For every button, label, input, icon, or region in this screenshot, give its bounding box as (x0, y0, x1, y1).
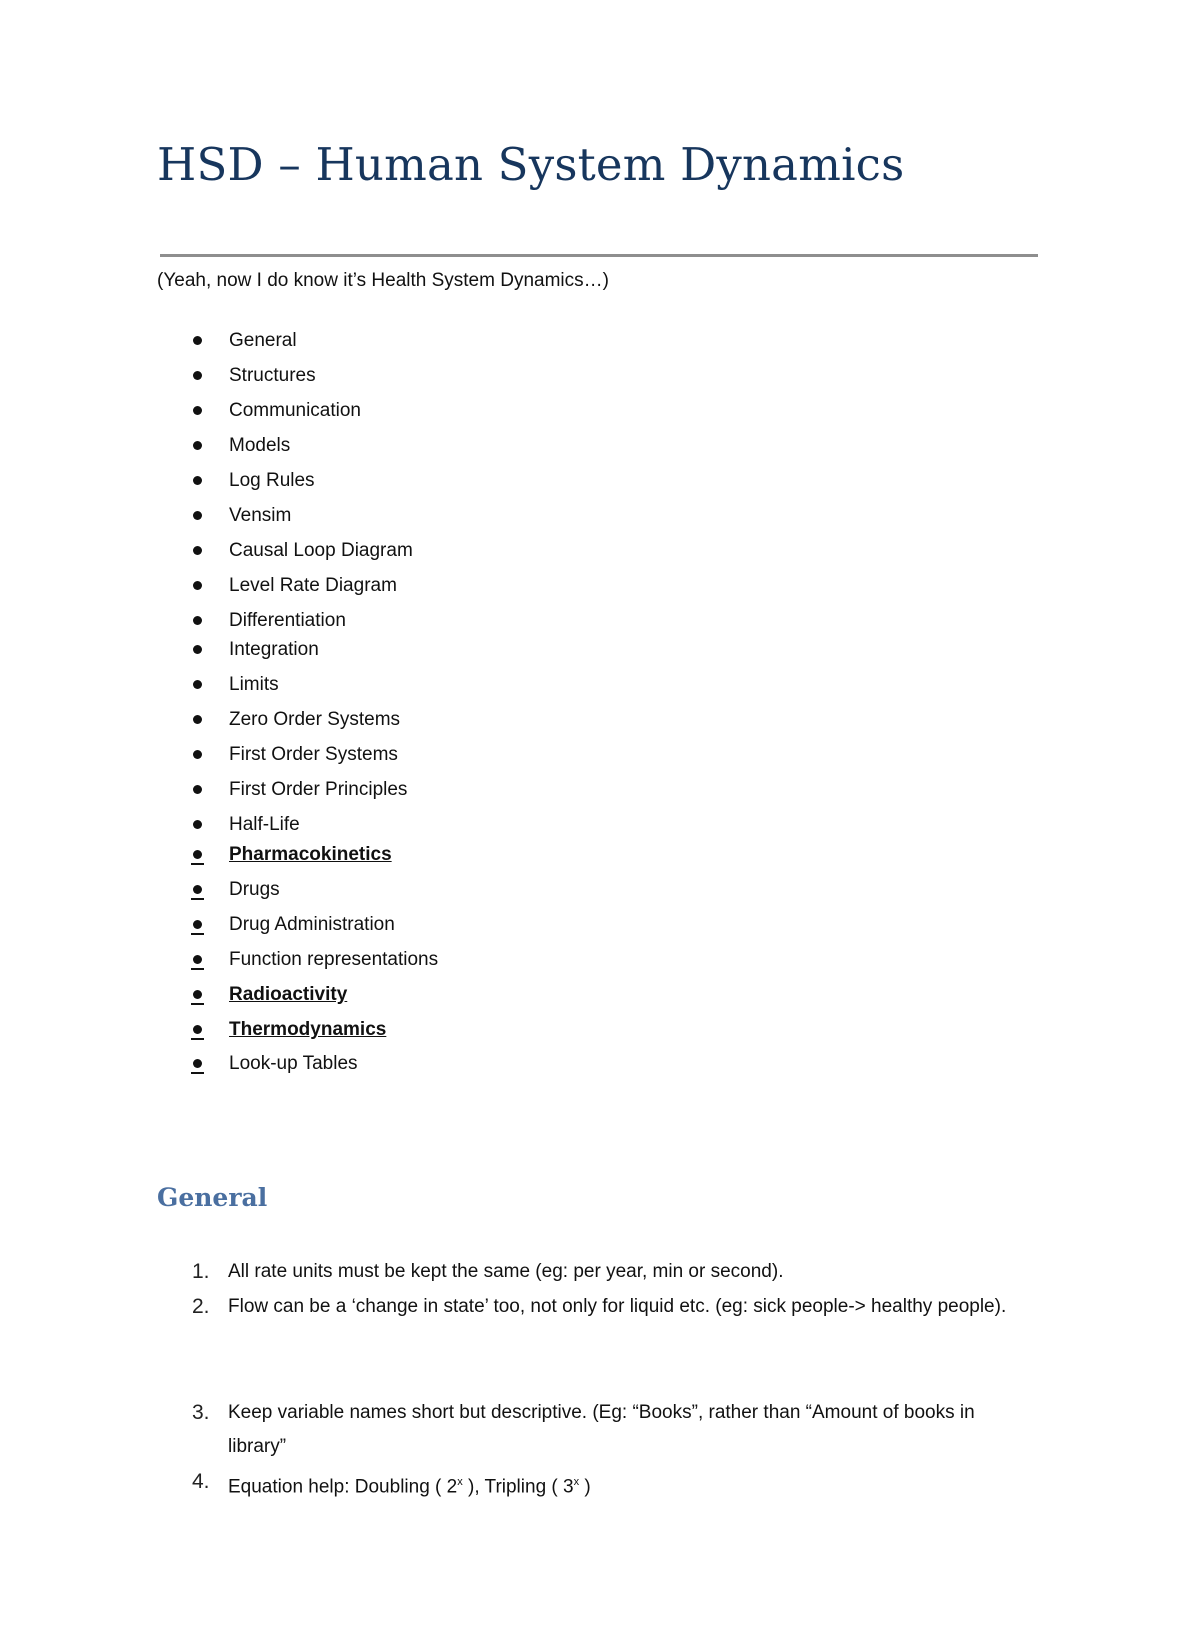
toc-item-label: Limits (229, 674, 279, 695)
toc-item-label: Log Rules (229, 470, 315, 491)
list-number: 4. (192, 1470, 210, 1493)
bullet-icon (193, 990, 202, 999)
toc-item-label: General (229, 330, 297, 351)
bullet-icon (193, 1025, 202, 1034)
toc-item-label: Integration (229, 639, 319, 660)
toc-item-label: Half-Life (229, 814, 300, 835)
bullet-icon (193, 850, 202, 859)
bullet-icon (193, 616, 202, 625)
section-heading-general: General (157, 1183, 268, 1212)
bullet-icon (193, 581, 202, 590)
list-item-text: All rate units must be kept the same (eg: per year, min or second). (228, 1261, 784, 1282)
toc-item-label: Communication (229, 400, 361, 421)
toc-item-label: Vensim (229, 505, 292, 526)
list-number: 1. (192, 1260, 210, 1283)
list-number: 3. (192, 1401, 210, 1424)
bullet-icon (193, 885, 202, 894)
toc-item-label: Drugs (229, 879, 280, 900)
title-divider (160, 254, 1038, 257)
list-item-text: Keep variable names short but descriptive. (Eg: “Books”, rather than “Amount of books in library” (228, 1402, 975, 1457)
bullet-icon (193, 511, 202, 520)
bullet-icon (193, 441, 202, 450)
exponent: x (573, 1476, 580, 1488)
bullet-icon (193, 680, 202, 689)
bullet-icon (193, 1059, 202, 1068)
toc-item-label: Causal Loop Diagram (229, 540, 413, 561)
bullet-icon (193, 715, 202, 724)
bullet-icon (193, 476, 202, 485)
equation-mid: ), Tripling ( 3 (462, 1476, 574, 1498)
equation-suffix: ) (579, 1476, 591, 1498)
bullet-icon (193, 645, 202, 654)
document-subtitle: (Yeah, now I do know it’s Health System Dynamics…) (157, 270, 609, 291)
toc-item-label: Differentiation (229, 610, 346, 631)
toc-item-label: First Order Principles (229, 779, 408, 800)
bullet-icon (193, 750, 202, 759)
toc-item-label: Models (229, 435, 291, 456)
list-item-text: Flow can be a ‘change in state’ too, not only for liquid etc. (eg: sick people-> healthy people). (228, 1296, 1007, 1317)
toc-item-label: Zero Order Systems (229, 709, 401, 730)
bullet-icon (193, 785, 202, 794)
bullet-icon (193, 371, 202, 380)
list-number: 2. (192, 1295, 210, 1318)
toc-item-label: Function representations (229, 949, 439, 970)
list-item-text (228, 1465, 1028, 1504)
bullet-icon (193, 406, 202, 415)
toc-item-label: Thermodynamics (229, 1019, 387, 1040)
bullet-icon (193, 955, 202, 964)
exponent: x (457, 1476, 463, 1488)
toc-item-label: Look-up Tables (229, 1053, 358, 1074)
bullet-icon (193, 546, 202, 555)
toc-item-label: Radioactivity (229, 984, 348, 1005)
document-title: HSD – Human System Dynamics (157, 138, 905, 191)
equation-prefix: Equation help: Doubling ( 2 (228, 1476, 458, 1498)
toc-item-label: Structures (229, 365, 316, 386)
bullet-icon (193, 336, 202, 345)
toc-item-label: First Order Systems (229, 744, 398, 765)
toc-item-label: Pharmacokinetics (229, 844, 392, 865)
toc-item-label: Drug Administration (229, 914, 395, 935)
bullet-icon (193, 820, 202, 829)
bullet-icon (193, 920, 202, 929)
toc-item-label: Level Rate Diagram (229, 575, 397, 596)
